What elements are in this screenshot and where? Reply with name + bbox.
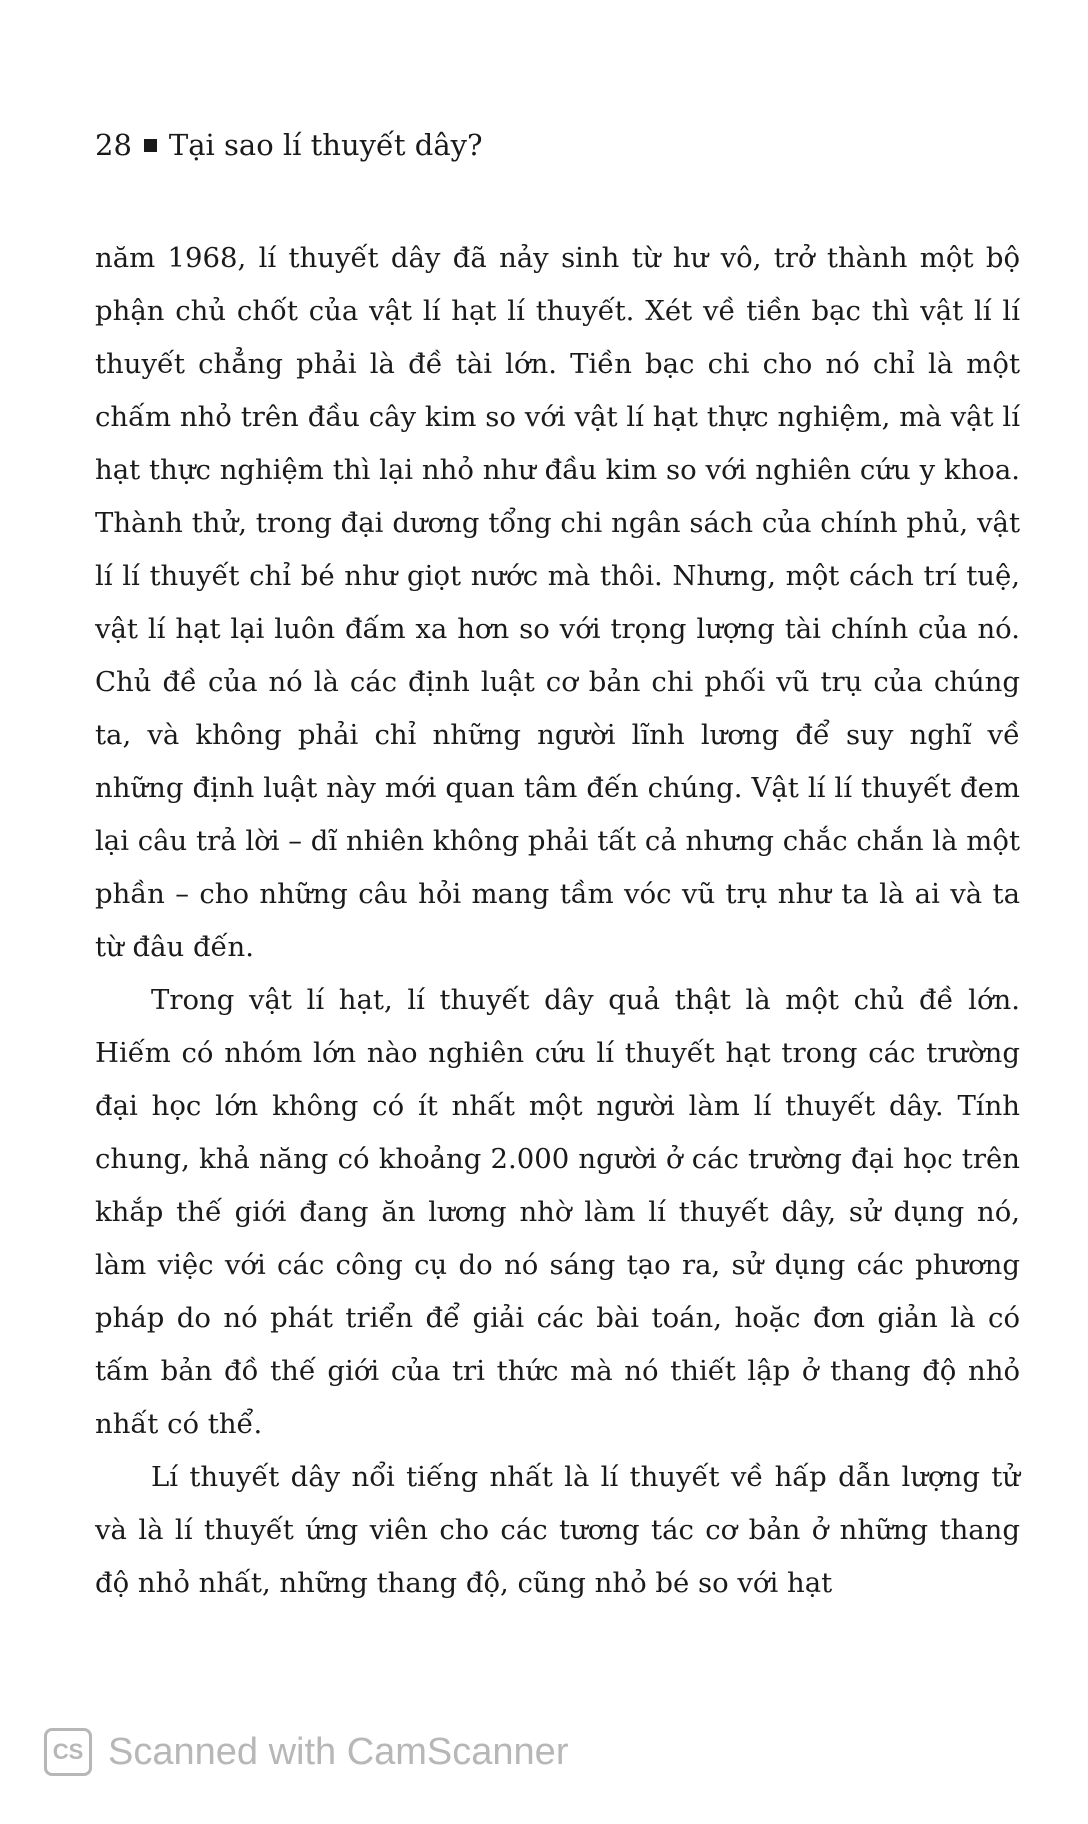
paragraph-string-theory-topic: Trong vật lí hạt, lí thuyết dây quả thật là một chủ đề lớn. Hiếm có nhóm lớn nào nghiên cứu lí thuyết hạt trong các trường đại học lớn không có ít nhất một người làm lí thuyết dây. Tính chung, khả năng có khoảng 2.000 người ở các trường đại học trên khắp thế giới đang ăn lương nhờ làm lí thuyết dây, sử dụng nó, làm việc với các công cụ do nó sáng tạo ra, sử dụng các phương pháp do nó phát triển để giải các bài toán, hoặc đơn giản là có tấm bản đồ thế giới của tri thức mà nó thiết lập ở thang độ nhỏ nhất có thể. <box>95 984 1020 1440</box>
body-text <box>95 232 1020 1610</box>
running-header <box>95 128 483 162</box>
chapter-title: Tại sao lí thuyết dây? <box>168 128 483 162</box>
black-square-icon <box>144 139 157 152</box>
page-number: 28 <box>95 128 132 162</box>
watermark-text: Scanned with CamScanner <box>108 1730 569 1773</box>
camscanner-watermark <box>44 1728 568 1776</box>
paragraph-continued: năm 1968, lí thuyết dây đã nảy sinh từ hư vô, trở thành một bộ phận chủ chốt của vật lí hạt lí thuyết. Xét về tiền bạc thì vật lí lí thuyết chẳng phải là đề tài lớn. Tiền bạc chi cho nó chỉ là một chấm nhỏ trên đầu cây kim so với vật lí hạt thực nghiệm, mà vật lí hạt thực nghiệm thì lại nhỏ như đầu kim so với nghiên cứu y khoa. Thành thử, trong đại dương tổng chi ngân sách của chính phủ, vật lí lí thuyết chỉ bé như giọt nước mà thôi. Nhưng, một cách trí tuệ, vật lí hạt lại luôn đấm xa hơn so với trọng lượng tài chính của nó. Chủ đề của nó là các định luật cơ bản chi phối vũ trụ của chúng ta, và không phải chỉ những người lĩnh lương để suy nghĩ về những định luật này mới quan tâm đến chúng. Vật lí lí thuyết đem lại câu trả lời – dĩ nhiên không phải tất cả nhưng chắc chắn là một phần – cho những câu hỏi mang tầm vóc vũ trụ như ta là ai và ta từ đâu đến. <box>95 242 1020 963</box>
paragraph-quantum-gravity: Lí thuyết dây nổi tiếng nhất là lí thuyết về hấp dẫn lượng tử và là lí thuyết ứng viên cho các tương tác cơ bản ở những thang độ nhỏ nhất, những thang độ, cũng nhỏ bé so với hạt <box>95 1461 1020 1599</box>
camscanner-logo-icon: CS <box>44 1728 92 1776</box>
